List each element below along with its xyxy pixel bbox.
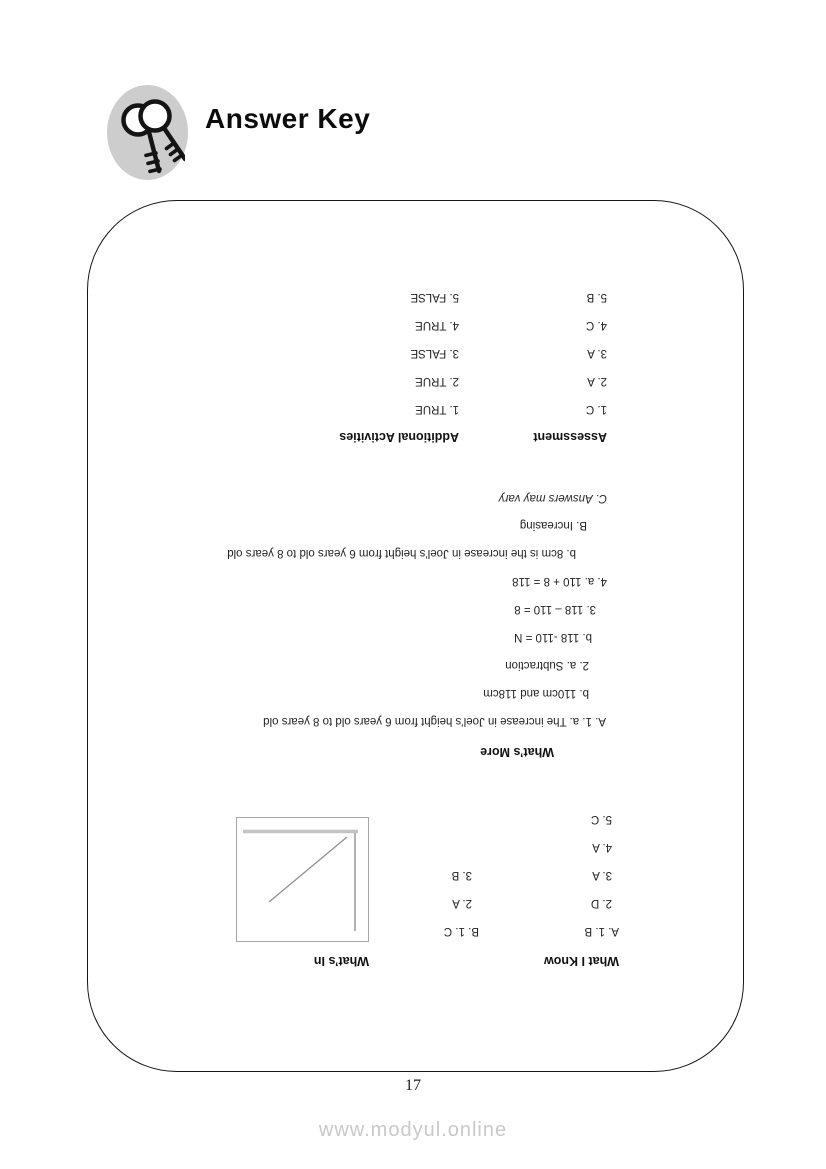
additional-activities-answer: 1. TRUE xyxy=(415,403,459,415)
what-i-know-answer: B. 1. C xyxy=(443,925,479,937)
whats-more-line: b. 110cm and 118cm xyxy=(483,687,589,699)
what-i-know-answer: 3. A xyxy=(592,869,612,881)
heading-assessment: Assessment xyxy=(533,430,607,444)
whats-more-line: b. 8cm is the increase in Joel’s height from 6 years old to 8 years old xyxy=(227,547,576,559)
what-i-know-answer: 4. A xyxy=(592,841,612,853)
what-i-know-answer: 2. D xyxy=(590,897,612,909)
assessment-answer: 3. A xyxy=(587,347,607,359)
heading-additional-activities: Additional Activities xyxy=(339,430,459,444)
whats-more-line: 2. a. Subtraction xyxy=(505,659,589,671)
heading-whats-in: What’s In xyxy=(313,954,369,968)
page-title: Answer Key xyxy=(205,103,371,134)
heading-whats-more: What’s More xyxy=(480,745,554,759)
assessment-answer: 5. B xyxy=(586,291,607,303)
additional-activities-answer: 3. FALSE xyxy=(410,347,459,359)
what-i-know-answer: 2. A xyxy=(452,897,472,909)
answer-key-box xyxy=(87,200,744,1072)
line-graph-figure xyxy=(236,817,369,942)
whats-more-line: 3. 118 – 110 = 8 xyxy=(514,603,596,615)
whats-more-line: b. 118 -110 = N xyxy=(514,631,592,643)
what-i-know-answer: 5. C xyxy=(590,813,612,825)
additional-activities-answer: 5. FALSE xyxy=(410,291,459,303)
rotated-answer-content xyxy=(88,201,743,1071)
whats-more-line: 4. a. 110 + 8 = 118 xyxy=(512,575,607,587)
increasing-line-chart-icon xyxy=(238,819,368,941)
whats-more-line: A. 1. a. The increase in Joel’s height from 6 years old to 8 years old xyxy=(263,715,606,727)
what-i-know-answer: 3. B xyxy=(451,869,472,881)
assessment-answer: 4. C xyxy=(585,319,607,331)
answer-key-icon-circle xyxy=(107,85,188,180)
page-number: 17 xyxy=(405,1077,421,1094)
assessment-answer: 1. C xyxy=(585,403,607,415)
watermark-text: www.modyul.online xyxy=(318,1119,508,1141)
heading-what-i-know: What I Know xyxy=(544,954,619,968)
what-i-know-answer: A. 1. B xyxy=(584,925,619,937)
additional-activities-answer: 4. TRUE xyxy=(415,319,459,331)
whats-more-line: C. Answers may vary xyxy=(498,492,607,504)
keys-icon xyxy=(111,91,185,175)
whats-more-line: B. Increasing xyxy=(519,519,587,531)
additional-activities-answer: 2. TRUE xyxy=(415,375,459,387)
assessment-answer: 2. A xyxy=(587,375,607,387)
